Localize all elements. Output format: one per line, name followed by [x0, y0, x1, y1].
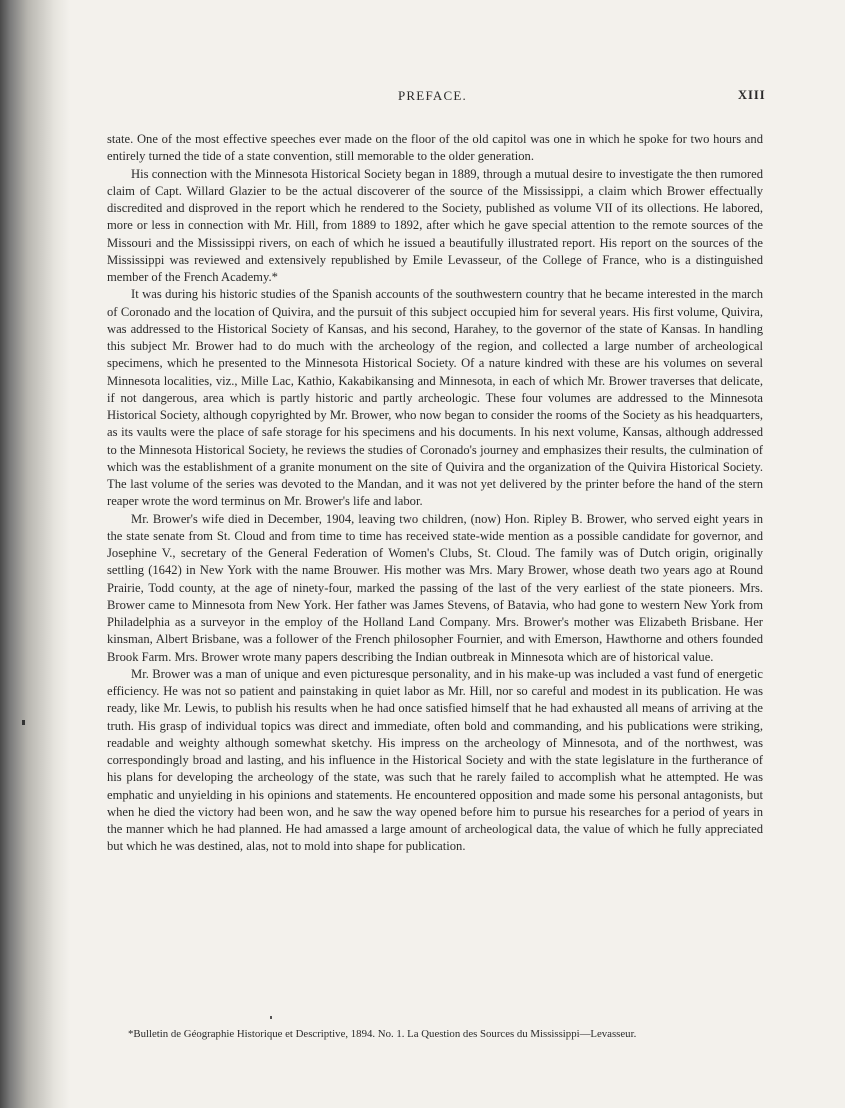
- paragraph: Mr. Brower's wife died in December, 1904, leaving two children, (now) Hon. Ripley B. Brower, who served eight years in the state senate from St. Cloud and from time to time has received state-wide mention as a possible candidate for governor, and Josephine V., secretary of the General Federation of Women's Clubs, St. Cloud. The family was of Dutch origin, originally settling (1642) in New York with the name Brouwer. His mother was Mrs. Mary Brower, whose death two years ago at Round Prairie, Todd county, at the age of ninety-four, marked the passing of the last of the very earliest of the state pioneers. Mrs. Brower came to Minnesota from New York. Her father was James Stevens, of Batavia, who had gone to western New York from Philadelphia as a surveyor in the employ of the Holland Land Company. Mrs. Brower's mother was Elizabeth Brisbane. Her kinsman, Albert Brisbane, was a follower of the French philosopher Fournier, and with Emerson, Hawthorne and others founded Brook Farm. Mrs. Brower wrote many papers describing the Indian outbreak in Minnesota which are of historical value.: [107, 511, 763, 664]
- page-number: XIII: [738, 88, 766, 102]
- footnote-divider: [270, 1016, 272, 1019]
- paragraph: state. One of the most effective speeches ever made on the floor of the old capitol was one in which he spoke for two hours and entirely turned the tide of a state convention, still memorable to the older generation.: [107, 132, 763, 164]
- running-title: PREFACE.: [398, 88, 467, 103]
- page-header: [0, 88, 845, 110]
- body-text: [107, 131, 763, 856]
- footnote: *Bulletin de Géographie Historique et Descriptive, 1894. No. 1. La Question des Sources du Mississippi—Levasseur.: [128, 1028, 637, 1040]
- paragraph: Mr. Brower was a man of unique and even picturesque personality, and in his make-up was included a vast fund of energetic efficiency. He was not so patient and painstaking in quiet labor as Mr. Hill, nor so careful and modest in its publication. He was ready, like Mr. Lewis, to publish his results when he had once satisfied himself that he had exhausted all means of arriving at the truth. His grasp of individual topics was direct and immediate, often bold and commanding, and his publications were striking, readable and weighty although somewhat sketchy. His impress on the archeology of Minnesota, and of the northwest, was correspondingly broad and lasting, and his influence in the Historical Society and with the state legislature in the furtherance of his plans for developing the archeology of the state, was such that he rarely failed to accomplish what he attempted. He was emphatic and unyielding in his opinions and statements. He encountered opposition and made some his personal antagonists, but when he died the victory had been won, and he saw the way opened before him to pursue his researches for a period of years in the manner which he had planned. He had amassed a large amount of archeological data, the value of which he fully appreciated but which he was destined, alas, not to mold into shape for publication.: [107, 666, 763, 854]
- paragraph: It was during his historic studies of the Spanish accounts of the southwestern country that he became interested in the march of Coronado and the location of Quivira, and the pursuit of this subject occupied him for several years. His first volume, Quivira, was addressed to the Historical Society of Kansas, and his second, Harahey, to the governor of the state of Kansas. In handling this subject Mr. Brower had to do much with the archeology of the region, and collected a large number of archeological specimens, which he presented to the Minnesota Historical Society. Of a nature kindred with these are his volumes on several Minnesota localities, viz., Mille Lac, Kathio, Kakabikansing and Minnesota, in each of which Mr. Brower traverses that delicate, if not dangerous, area which is partly historic and partly archeologic. These four volumes are addressed to the Minnesota Historical Society, although copyrighted by Mr. Brower, who now began to consider the rooms of the Society as his headquarters, as its vaults were the place of safe storage for his specimens and his documents. In his next volume, Kansas, although addressed to the Minnesota Historical Society, he reviews the studies of Coronado's journey and emphasizes their results, the culmination of which was the establishment of a granite monument on the site of Quivira and the organization of the Quivira Historical Society. The last volume of the series was devoted to the Mandan, and it was not yet delivered by the printer before the hand of the stern reaper wrote the word terminus on Mr. Brower's life and labor.: [107, 287, 763, 509]
- book-gutter-shadow: [0, 0, 70, 1108]
- paragraph: His connection with the Minnesota Historical Society began in 1889, through a mutual desire to investigate the then rumored claim of Capt. Willard Glazier to be the actual discoverer of the source of the Mississippi, a claim which Brower effectually discredited and disproved in the report which he rendered to the Society, published as volume VII of its ollections. He labored, more or less in connection with Mr. Hill, from 1889 to 1892, after which he gave special attention to the remote sources of the Missouri and the Mississippi rivers, on each of which he issued a beautifully illustrated report. His report on the sources of the Mississippi was reviewed and extensively republished by Emile Levasseur, of the College of France, who is a distinguished member of the French Academy.*: [107, 166, 763, 284]
- margin-mark: [22, 720, 25, 725]
